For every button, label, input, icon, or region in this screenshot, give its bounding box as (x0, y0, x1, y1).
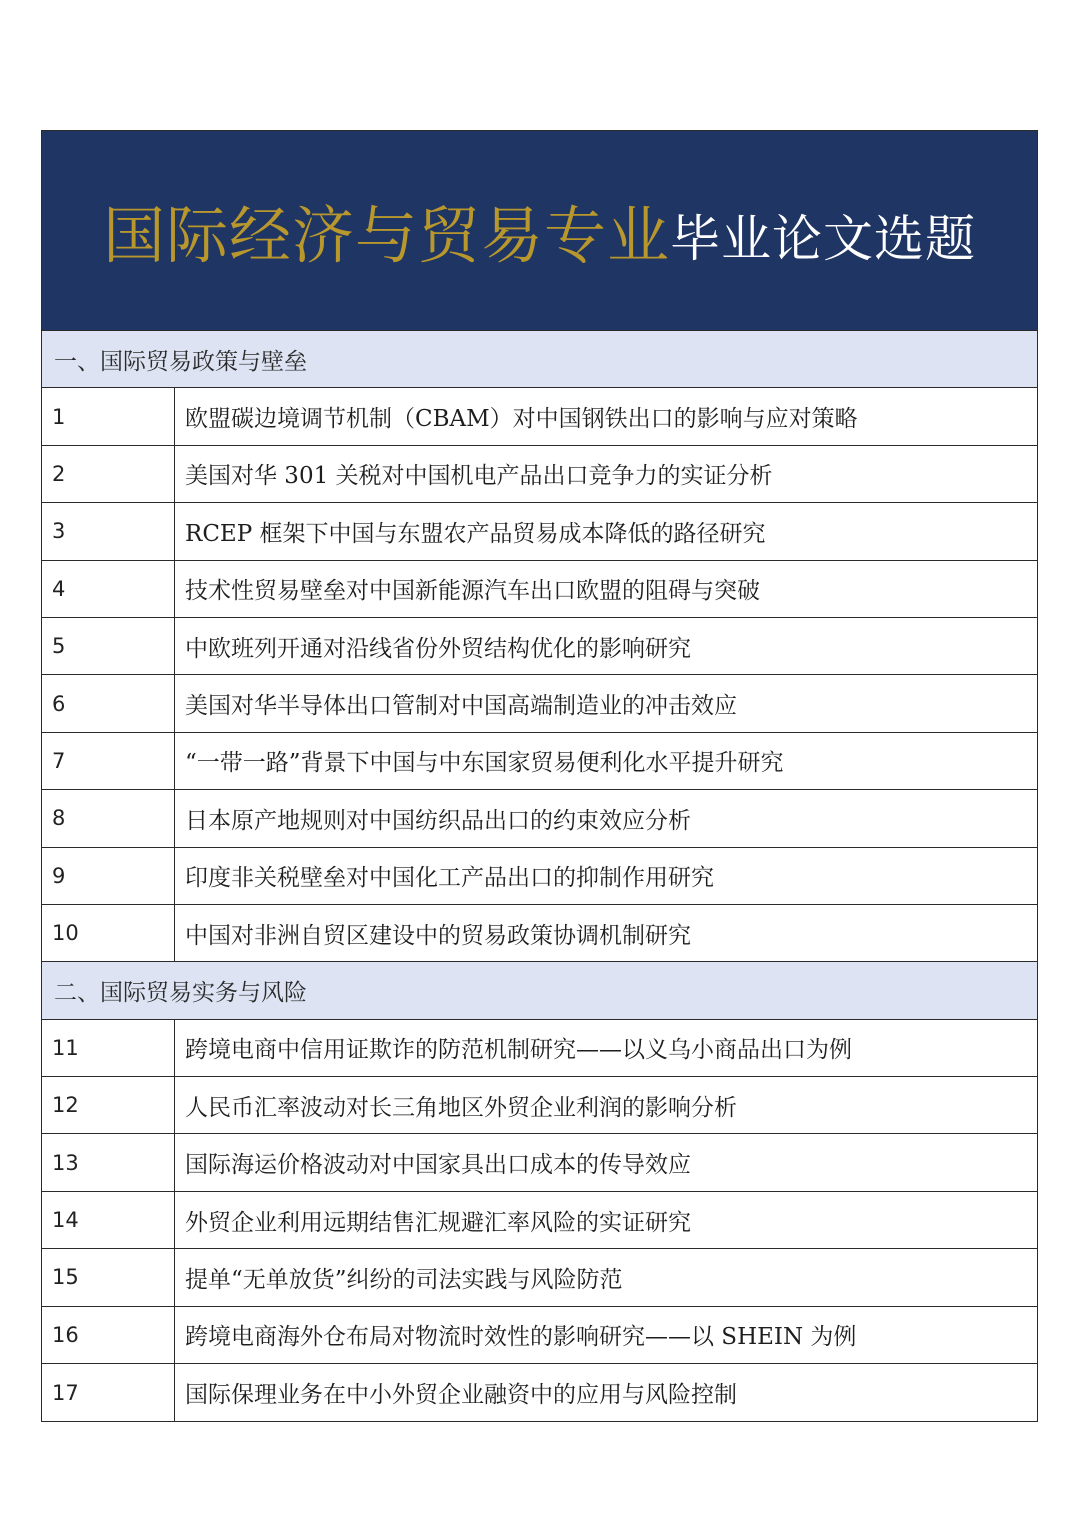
table-row (42, 733, 1037, 790)
table-row (42, 1364, 1037, 1421)
topic-title: 人民币汇率波动对长三角地区外贸企业利润的影响分析 (185, 1094, 737, 1121)
topic-title: 中国对非洲自贸区建设中的贸易政策协调机制研究 (185, 922, 691, 949)
topic-number: 2 (42, 446, 175, 502)
topic-number: 7 (42, 733, 175, 789)
section-heading: 一、国际贸易政策与壁垒 (42, 331, 1037, 388)
topic-title: 印度非关税壁垒对中国化工产品出口的抑制作用研究 (185, 865, 714, 892)
table-row (42, 1020, 1037, 1077)
topic-title: 国际海运价格波动对中国家具出口成本的传导效应 (185, 1152, 691, 1179)
table-row (42, 446, 1037, 503)
table-row (42, 618, 1037, 675)
topic-number: 15 (42, 1249, 175, 1305)
topic-title: 跨境电商中信用证欺诈的防范机制研究——以义乌小商品出口为例 (185, 1037, 852, 1064)
table-row (42, 848, 1037, 905)
topic-number: 8 (42, 790, 175, 846)
table-row (42, 1134, 1037, 1191)
topic-title: 技术性贸易壁垒对中国新能源汽车出口欧盟的阻碍与突破 (185, 578, 760, 605)
topic-title: 日本原产地规则对中国纺织品出口的约束效应分析 (185, 807, 691, 834)
section-heading: 二、国际贸易实务与风险 (42, 962, 1037, 1019)
table-row (42, 905, 1037, 962)
topic-title: “一带一路”背景下中国与中东国家贸易便利化水平提升研究 (185, 750, 784, 777)
topic-number: 9 (42, 848, 175, 904)
topic-title: 提单“无单放货”纠纷的司法实践与风险防范 (185, 1266, 623, 1293)
topic-number: 13 (42, 1134, 175, 1190)
topic-title: 美国对华半导体出口管制对中国高端制造业的冲击效应 (185, 693, 737, 720)
topic-number: 16 (42, 1307, 175, 1363)
topic-number: 1 (42, 388, 175, 444)
page-title-main: 国际经济与贸易专业 (102, 199, 670, 272)
table-row (42, 790, 1037, 847)
table-row (42, 388, 1037, 445)
topic-number: 17 (42, 1364, 175, 1421)
table-row (42, 1077, 1037, 1134)
table-row (42, 561, 1037, 618)
table-row (42, 1307, 1037, 1364)
topic-number: 6 (42, 675, 175, 731)
topic-title: 跨境电商海外仓布局对物流时效性的影响研究——以 SHEIN 为例 (185, 1324, 857, 1351)
table-row (42, 1192, 1037, 1249)
table-row (42, 1249, 1037, 1306)
topic-number: 5 (42, 618, 175, 674)
table-row (42, 503, 1037, 560)
topic-number: 3 (42, 503, 175, 559)
topics-table (41, 130, 1038, 1422)
topic-number: 10 (42, 905, 175, 961)
topic-title: RCEP 框架下中国与东盟农产品贸易成本降低的路径研究 (185, 520, 766, 547)
topic-number: 12 (42, 1077, 175, 1133)
page-title-sub: 毕业论文选题 (670, 209, 976, 268)
table-row (42, 675, 1037, 732)
topic-title: 美国对华 301 关税对中国机电产品出口竞争力的实证分析 (185, 463, 773, 490)
topic-number: 14 (42, 1192, 175, 1248)
topic-title: 欧盟碳边境调节机制（CBAM）对中国钢铁出口的影响与应对策略 (185, 406, 858, 433)
topic-title: 外贸企业利用远期结售汇规避汇率风险的实证研究 (185, 1209, 691, 1236)
topic-number: 11 (42, 1020, 175, 1076)
table-body (42, 331, 1037, 1421)
topic-title: 国际保理业务在中小外贸企业融资中的应用与风险控制 (185, 1382, 737, 1409)
topic-title: 中欧班列开通对沿线省份外贸结构优化的影响研究 (185, 635, 691, 662)
title-banner (42, 131, 1037, 331)
topic-number: 4 (42, 561, 175, 617)
